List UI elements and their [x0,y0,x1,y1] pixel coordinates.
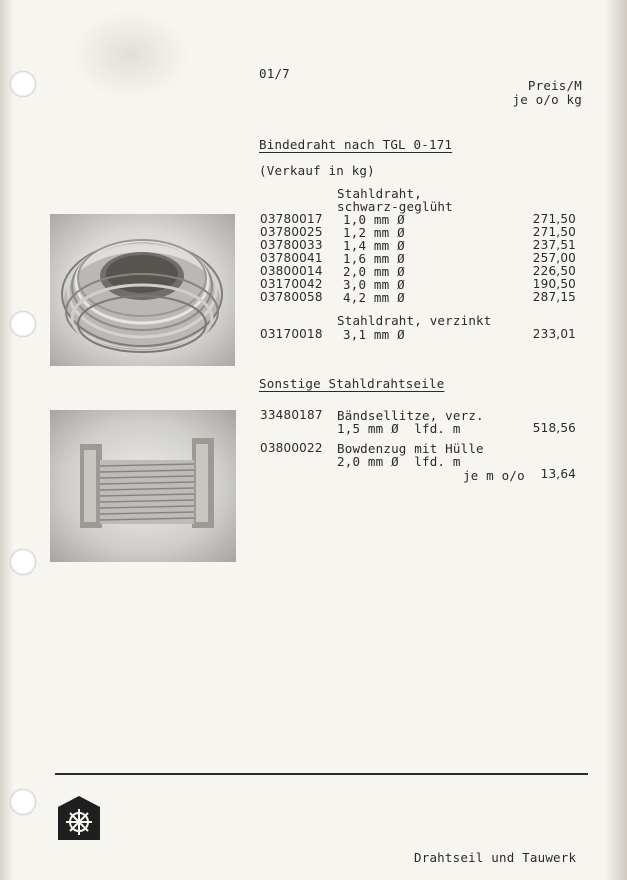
wire-diameter: 1,0 mm Ø [343,212,405,227]
price: 271,50 [532,212,576,226]
wire-coil-photo [50,214,235,366]
wire-diameter: 1,6 mm Ø [343,251,405,266]
wire-diameter: 4,2 mm Ø [343,290,405,305]
subheading-stahldraht: Stahldraht, [337,186,422,201]
article-code: 03800014 [260,264,323,278]
price: 257,00 [532,251,576,265]
price-header-line2: je o/o kg [512,92,582,107]
wire-diameter: 3,0 mm Ø [343,277,405,292]
item-spec: 2,0 mm Ø lfd. m [337,454,461,469]
wire-diameter: 1,4 mm Ø [343,238,405,253]
wire-spool-photo [50,410,236,562]
page-right-edge [605,0,627,880]
price-header-line1: Preis/M [527,78,582,93]
paper-stain [70,10,190,100]
article-code: 03170018 [260,327,323,341]
price: 233,01 [532,327,576,341]
punch-hole [10,549,36,575]
article-code: 03780058 [260,290,323,304]
price: 13,64 [540,467,576,481]
wire-diameter: 1,2 mm Ø [343,225,405,240]
price: 237,51 [532,238,576,252]
article-code: 03170042 [260,277,323,291]
page-number: 01/7 [259,66,290,81]
subheading-schwarz-gegluht: schwarz-geglüht [337,199,453,214]
page-edge-shadow [0,0,14,880]
item-description: Bändsellitze, verz. [337,408,484,423]
sale-unit-note: (Verkauf in kg) [259,163,375,178]
subheading-verzinkt: Stahldraht, verzinkt [337,313,492,328]
section-title-stahldrahtseile: Sonstige Stahldrahtseile [259,376,445,391]
wire-diameter: 2,0 mm Ø [343,264,405,279]
footer-rule [55,773,588,775]
article-code: 03800022 [260,441,323,455]
price: 226,50 [532,264,576,278]
punch-hole [10,71,36,97]
article-code: 03780033 [260,238,323,252]
price: 287,15 [532,290,576,304]
item-spec: 1,5 mm Ø lfd. m [337,421,461,436]
item-description: Bowdenzug mit Hülle [337,441,484,456]
article-code: 03780025 [260,225,323,239]
price: 190,50 [532,277,576,291]
price-unit: je m o/o [463,468,525,483]
price: 518,56 [532,421,576,435]
section-title-bindedraht: Bindedraht nach TGL 0-171 [259,137,453,152]
footer-category: Drahtseil und Tauwerk [414,850,577,865]
article-code: 33480187 [260,408,323,422]
article-code: 03780017 [260,212,323,226]
ship-wheel-logo-icon [56,795,102,841]
punch-hole [10,311,36,337]
price: 271,50 [532,225,576,239]
article-code: 03780041 [260,251,323,265]
punch-hole [10,789,36,815]
wire-diameter: 3,1 mm Ø [343,327,405,342]
